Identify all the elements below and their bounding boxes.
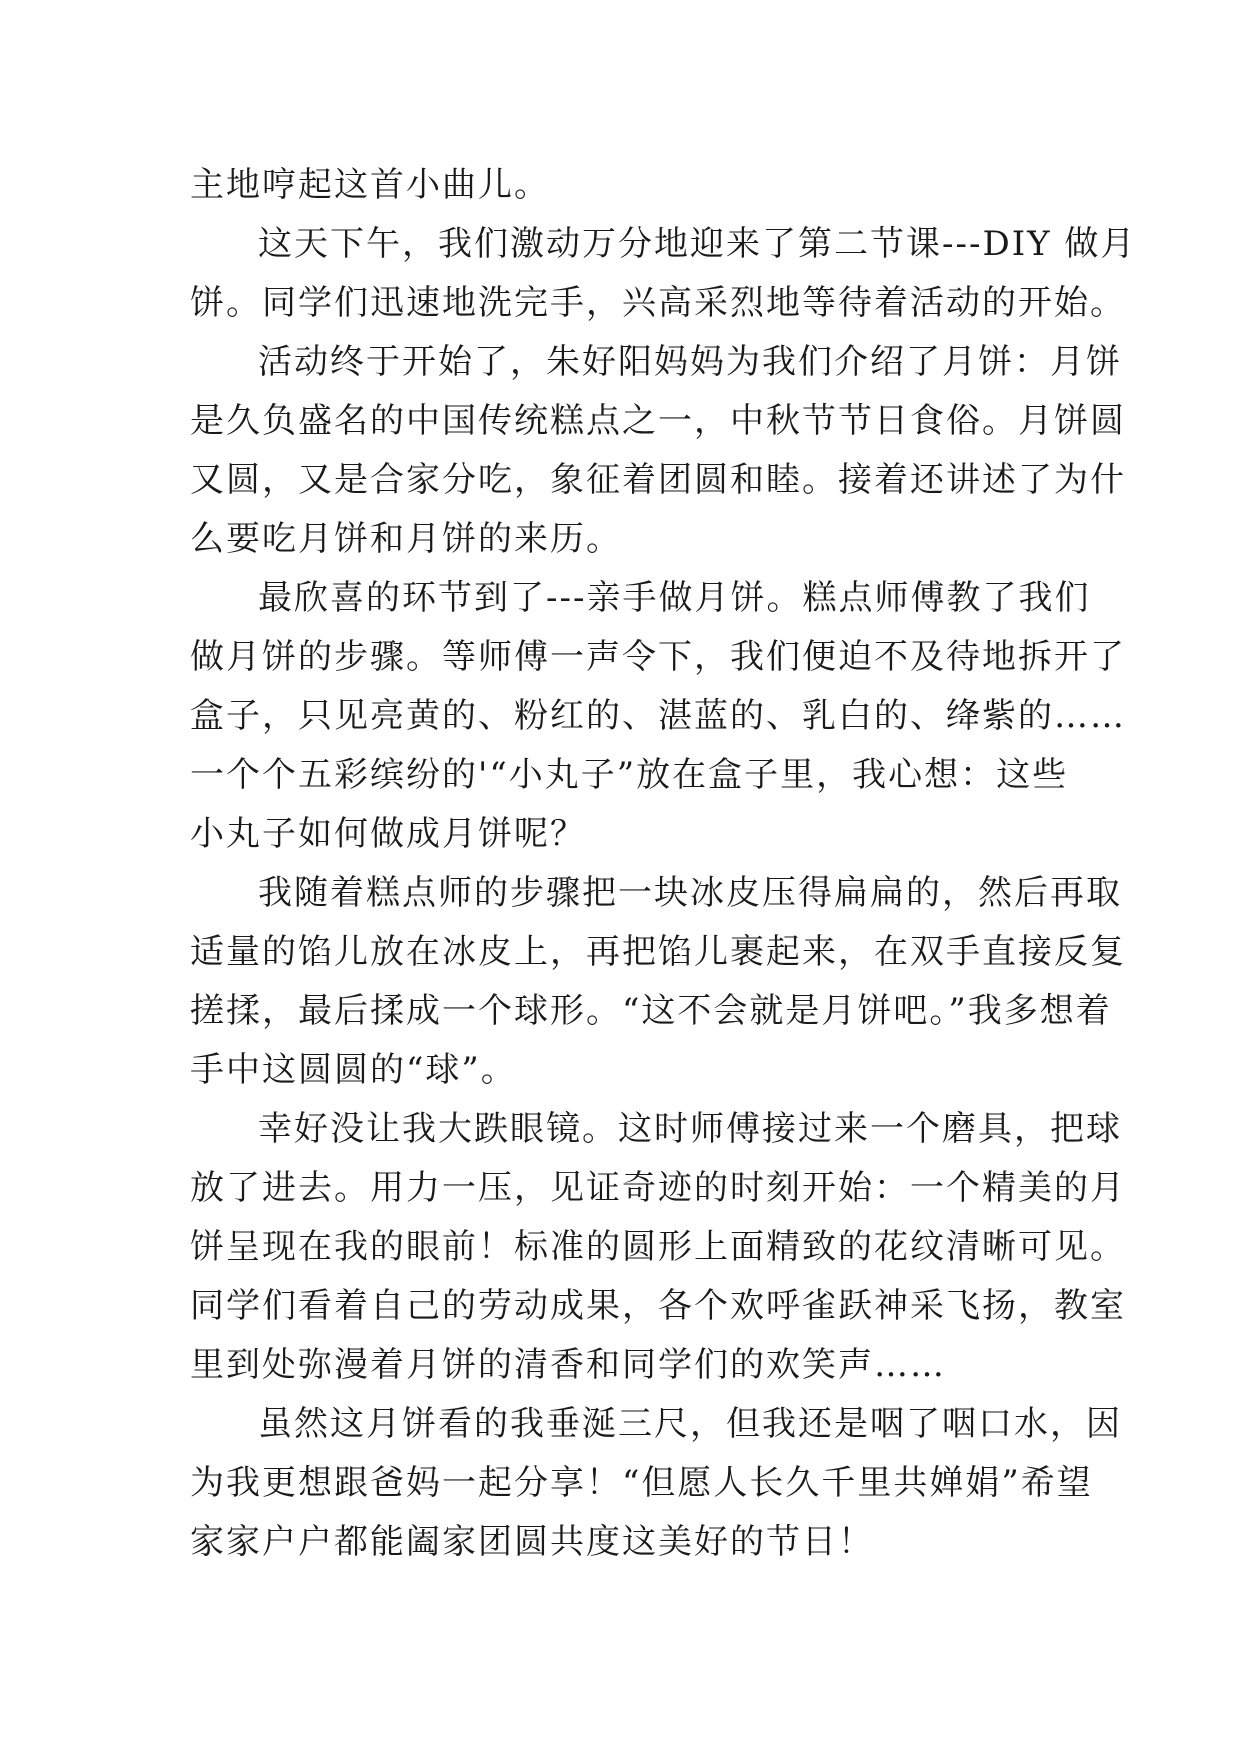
text-line: 又圆，又是合家分吃，象征着团圆和睦。接着还讲述了为什 xyxy=(190,460,1126,500)
text-line: 搓揉，最后揉成一个球形。“这不会就是月饼吧。”我多想着 xyxy=(190,991,1112,1031)
text-line: 同学们看着自己的劳动成果，各个欢呼雀跃神采飞扬，教室 xyxy=(190,1286,1126,1326)
paragraph-first-line: 虽然这月饼看的我垂涎三尺，但我还是咽了咽口水，因 xyxy=(258,1404,1122,1444)
text-line: 盒子，只见亮黄的、粉红的、湛蓝的、乳白的、绛紫的…… xyxy=(190,696,1126,736)
text-line: 饼。同学们迅速地洗完手，兴高采烈地等待着活动的开始。 xyxy=(190,283,1126,323)
text-line: 为我更想跟爸妈一起分享！“但愿人长久千里共婵娟”希望 xyxy=(190,1463,1093,1503)
paragraph-first-line: 活动终于开始了，朱好阳妈妈为我们介绍了月饼：月饼 xyxy=(258,342,1122,382)
text-line: 做月饼的步骤。等师傅一声令下，我们便迫不及待地拆开了 xyxy=(190,637,1126,677)
paragraph-first-line: 这天下午，我们激动万分地迎来了第二节课---DIY 做月 xyxy=(258,224,1137,264)
text-line: 家家户户都能阖家团圆共度这美好的节日！ xyxy=(190,1522,874,1562)
text-line: 饼呈现在我的眼前！标准的圆形上面精致的花纹清晰可见。 xyxy=(190,1227,1126,1267)
text-line: 适量的馅儿放在冰皮上，再把馅儿裹起来，在双手直接反复 xyxy=(190,932,1126,972)
paragraph-first-line: 最欣喜的环节到了---亲手做月饼。糕点师傅教了我们 xyxy=(258,578,1091,618)
paragraph-first-line: 我随着糕点师的步骤把一块冰皮压得扁扁的，然后再取 xyxy=(258,873,1122,913)
text-line: 主地哼起这首小曲儿。 xyxy=(190,165,550,205)
text-line: 小丸子如何做成月饼呢？ xyxy=(190,814,586,854)
text-line: 手中这圆圆的“球”。 xyxy=(190,1050,517,1090)
text-line: 里到处弥漫着月饼的清香和同学们的欢笑声…… xyxy=(190,1345,946,1385)
text-line: 么要吃月饼和月饼的来历。 xyxy=(190,519,622,559)
paragraph-first-line: 幸好没让我大跌眼镜。这时师傅接过来一个磨具，把球 xyxy=(258,1109,1122,1149)
text-line: 放了进去。用力一压，见证奇迹的时刻开始：一个精美的月 xyxy=(190,1168,1126,1208)
text-line: 是久负盛名的中国传统糕点之一，中秋节节日食俗。月饼圆 xyxy=(190,401,1126,441)
text-line: 一个个五彩缤纷的'“小丸子”放在盒子里，我心想：这些 xyxy=(190,755,1069,795)
